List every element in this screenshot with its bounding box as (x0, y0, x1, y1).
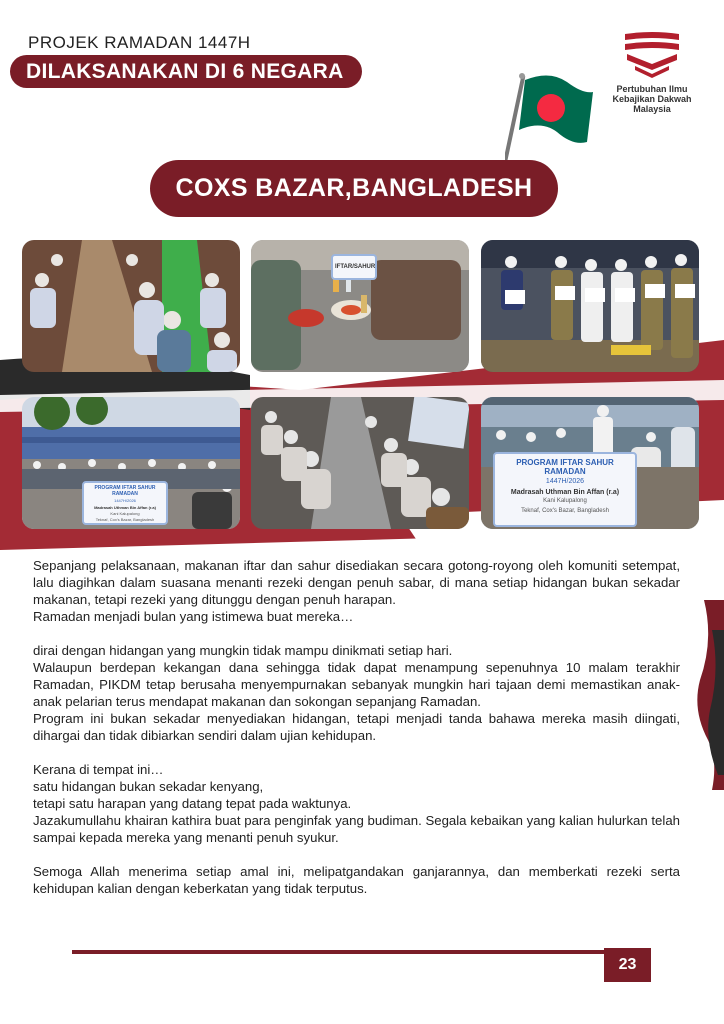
page-number: 23 (604, 948, 651, 982)
logo-line-1: Pertubuhan Ilmu (616, 84, 688, 94)
paragraph-6: Kerana di tempat ini… (33, 762, 164, 777)
banner-small-madrasah: Madrasah Uthman Bin Affan (r.a) (94, 505, 156, 510)
article-body (33, 557, 680, 897)
footer-divider (72, 950, 604, 954)
banner-large-village: Kani Kalupalong (543, 498, 587, 504)
headline-title: DILAKSANAKAN DI 6 NEGARA (10, 55, 362, 88)
photo-iftar-rows (22, 240, 240, 372)
banner-small-village: Kani Kalupalong (110, 511, 140, 516)
organization-logo (612, 30, 692, 114)
banner-large-year: 1447H/2026 (545, 478, 585, 485)
stripes-logo-icon (621, 30, 683, 78)
paragraph-7: satu hidangan bukan sekadar kenyang, (33, 779, 264, 794)
banner-large-madrasah: Madrasah Uthman Bin Affan (r.a) (510, 489, 620, 496)
photo-banner-hall (481, 397, 699, 529)
bangladesh-flag-icon (505, 70, 605, 170)
project-subtitle: PROJEK RAMADAN 1447H (28, 33, 251, 52)
photo-food-plates (251, 240, 469, 372)
paragraph-5: Program ini bukan sekadar menyediakan hidangan, tetapi menjadi tanda bahawa mereka masih diingati, dihargai dan tidak dibiarkan sendiri dalam ujian kehidupan. (33, 711, 680, 743)
logo-line-2: Kebajikan Dakwah (612, 94, 692, 104)
banner-small-title: PROGRAM IFTAR SAHUR RAMADAN (94, 485, 156, 497)
banner-large-address: Teknaf, Cox's Bazar, Bangladesh (521, 508, 609, 514)
iftar-tag-text: IFTAR/SAHUR (335, 264, 376, 270)
paragraph-1: Sepanjang pelaksanaan, makanan iftar dan sahur disediakan secara gotong-royong oleh komuniti setempat, lalu diagihkan dalam suasana menanti rezeki dengan penuh sabar, di mana setiap hidangan bukan sekadar makanan, tetapi rezeki yang ditunggu dengan penuh harapan. (33, 558, 680, 607)
banner-small-address: Teknaf, Cox's Bazar, Bangladesh (95, 517, 155, 522)
logo-line-3: Malaysia (633, 104, 671, 114)
banner-small-year: 1447H/2026 (114, 498, 136, 503)
paragraph-10: Semoga Allah menerima setiap amal ini, melipatgandakan ganjarannya, dan memberkati rezeki serta kehidupan kalian dengan keberkatan yang tidak terputus. (33, 864, 680, 896)
decorative-brush-strokes (690, 600, 724, 790)
photo-outdoor-crowd (22, 397, 240, 529)
location-title: COXS BAZAR,BANGLADESH (150, 160, 558, 217)
paragraph-8: tetapi satu harapan yang datang tepat pada waktunya. (33, 796, 352, 811)
program-banner-small (82, 481, 168, 525)
paragraph-3: dirai dengan hidangan yang mungkin tidak mampu dinikmati setiap hari. (33, 643, 453, 658)
program-banner-large (493, 452, 637, 527)
photo-children-standing (481, 240, 699, 372)
photo-hall-rows (251, 397, 469, 529)
paragraph-9: Jazakumullahu khairan kathira buat para penginfak yang budiman. Segala kebaikan yang kalian hulurkan telah sampai kepada mereka yang menanti penuh syukur. (33, 813, 680, 845)
paragraph-4: Walaupun berdepan kekangan dana sehingga tidak dapat menampung sepenuhnya 10 malam terakhir Ramadan, PIKDM tetap berusaha menyempurnakan sebanyak mungkin hari tajaan demi memastikan anak-anak pelarian terus mendapat makanan dan sokongan sepanjang Ramadan. (33, 660, 680, 709)
paragraph-2: Ramadan menjadi bulan yang istimewa buat mereka… (33, 609, 354, 624)
iftar-tag-sign (331, 254, 377, 280)
banner-large-title: PROGRAM IFTAR SAHUR RAMADAN (516, 458, 614, 476)
